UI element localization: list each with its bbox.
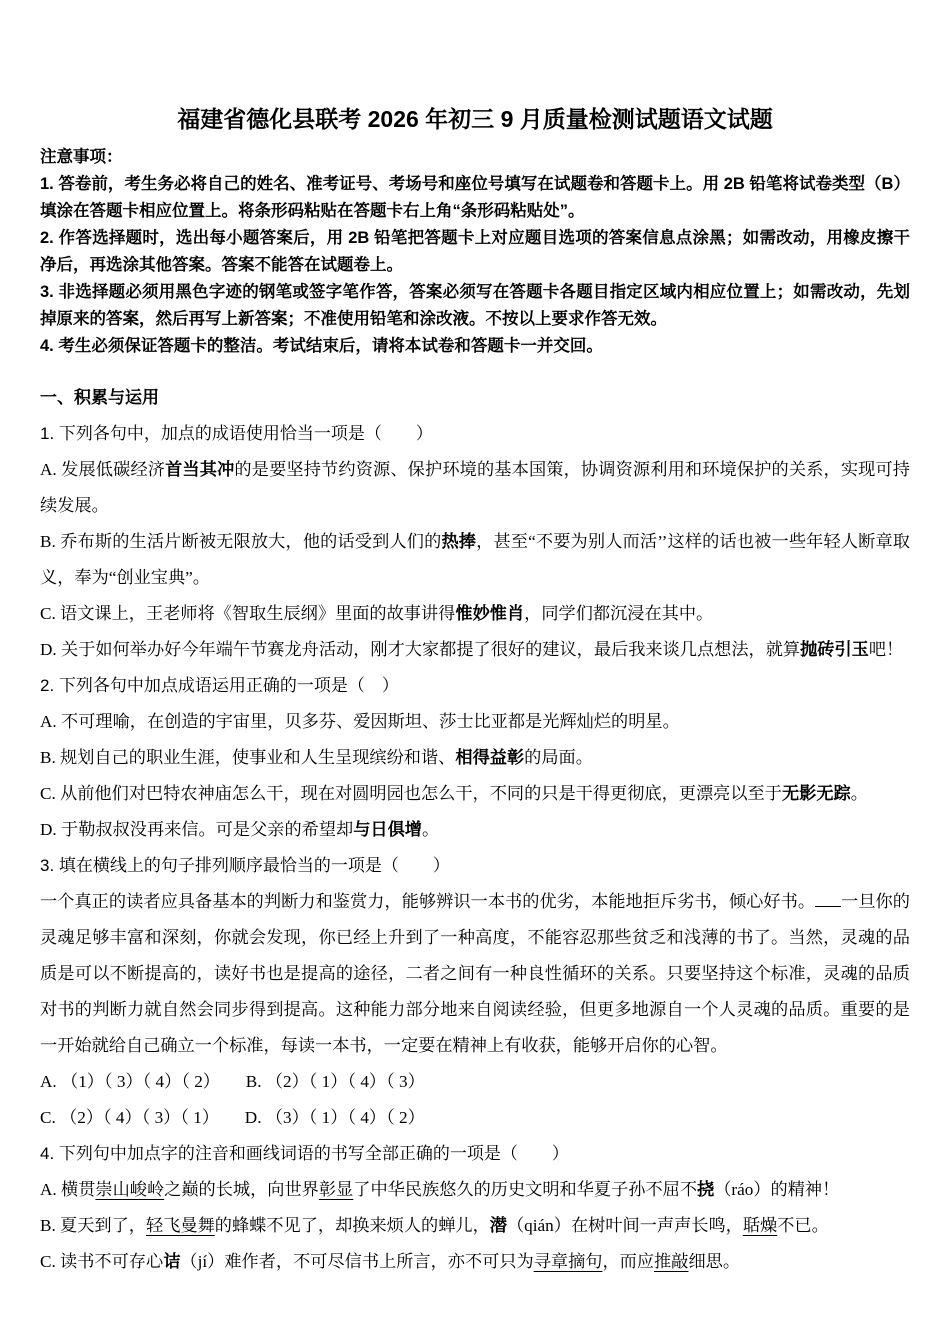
- text-run: 不已。: [777, 1216, 829, 1235]
- notice-heading: 注意事项：: [40, 148, 123, 166]
- notice-section: [40, 144, 910, 360]
- text-run: （jí）难作者，不可尽信书上所言，亦不可只为: [180, 1252, 534, 1271]
- text-run: 。: [421, 820, 440, 839]
- text-run: B. 乔布斯的生活片断被无限放大，他的话受到人们的: [40, 532, 442, 551]
- text-run: C. 读书不可存心: [40, 1252, 164, 1271]
- option-line: [40, 1100, 910, 1136]
- question-block: [40, 1136, 910, 1280]
- text-run: A. （1）（ 3）（ 4）（ 2） B. （2）（ 1）（ 4）（ 3）: [40, 1072, 425, 1091]
- option-line: [40, 740, 910, 776]
- option-line: [40, 1208, 910, 1244]
- text-run: 的局面。: [524, 748, 593, 767]
- underlined-term: 崇山峻岭: [95, 1180, 165, 1199]
- option-line: [40, 524, 910, 596]
- text-run: 一旦你的灵魂足够丰富和深刻，你就会发现，你已经上升到了一种高度，不能容忍那些贫乏和浅薄的书了。当然，灵魂的品质是可以不断提高的，读好书也是提高的途径，二者之间有一种良性循环的关系。只要坚持这个标准，灵魂的品质对书的判断力就自然会同步得到提高。这种能力部分地来自阅读经验，但更多地源自一个人灵魂的品质。重要的是一开始就给自己确立一个标准，每读一本书，一定要在精神上有收获，能够开启你的心智。: [40, 892, 910, 1055]
- underlined-term: 聒燥: [742, 1216, 778, 1235]
- section-heading: 一、积累与运用: [40, 388, 159, 407]
- question-stem: 1. 下列各句中，加点的成语使用恰当一项是（ ）: [40, 424, 433, 443]
- emphasized-term: 首当其冲: [165, 460, 235, 479]
- question-stem: 3. 填在横线上的句子排列顺序最恰当的一项是（ ）: [40, 856, 450, 875]
- option-line: [40, 704, 910, 740]
- option-line: [40, 1172, 910, 1208]
- text-run: （ráo）的精神！: [714, 1180, 840, 1199]
- text-run: D. 关于如何举办好今年端午节赛龙舟活动，刚才大家都提了很好的建议，最后我来谈几点想法，就算: [40, 640, 801, 659]
- option-line: [40, 1244, 910, 1280]
- document-title: 福建省德化县联考 2026 年初三 9 月质量检测试题语文试题: [177, 106, 773, 132]
- underlined-term: 推敲: [654, 1252, 689, 1271]
- option-line: [40, 632, 910, 668]
- question-stem: 4. 下列句中加点字的注音和画线词语的书写全部正确的一项是（ ）: [40, 1144, 569, 1163]
- emphasized-term: 热捧: [441, 532, 477, 551]
- text-run: 。: [850, 784, 868, 803]
- text-run: （qián）在树叶间一声声长鸣，: [506, 1216, 743, 1235]
- emphasized-term: 潜: [489, 1216, 507, 1235]
- emphasized-term: 抛砖引玉: [800, 640, 869, 659]
- passage-text: [40, 884, 910, 1064]
- text-run: ，甚至“不要为别人而活’’这样的话也被一些年轻人断章取义，奉为“创业宝典”。: [40, 532, 910, 587]
- option-line: [40, 1064, 910, 1100]
- notice-item: 3. 非选择题必须用黑色字迹的钢笔或签字笔作答，答案必须写在答题卡各题目指定区域内相应位置上；如需改动，先划掉原来的答案，然后再写上新答案；不准使用铅笔和涂改液。不按以上要求作答无效。: [40, 283, 910, 328]
- text-run: C. 从前他们对巴特农神庙怎么干，现在对圆明园也怎么干，不同的只是干得更彻底，更漂亮以至于: [40, 784, 782, 803]
- fill-in-blank: [815, 891, 841, 907]
- notice-item: 1. 答卷前，考生务必将自己的姓名、准考证号、考场号和座位号填写在试题卷和答题卡上。用 2B 铅笔将试卷类型（B）填涂在答题卡相应位置上。将条形码粘贴在答题卡右上角“条形码粘贴处”。: [40, 175, 910, 220]
- text-run: 了中华民族悠久的历史文明和华夏子孙不屈不: [353, 1180, 698, 1199]
- underlined-term: 寻章摘句: [533, 1252, 603, 1271]
- text-run: 的蜂蝶不见了，却换来烦人的蝉儿，: [214, 1216, 490, 1235]
- underlined-term: 轻飞曼舞: [146, 1216, 215, 1235]
- question-block: [40, 416, 910, 668]
- notice-list: [40, 171, 910, 360]
- emphasized-term: 挠: [697, 1180, 715, 1199]
- emphasized-term: 无影无踪: [781, 784, 851, 803]
- option-line: [40, 812, 910, 848]
- emphasized-term: 相得益彰: [455, 748, 525, 767]
- text-run: B. 规划自己的职业生涯，使事业和人生呈现缤纷和谐、: [40, 748, 456, 767]
- notice-item: 4. 考生必须保证答题卡的整洁。考试结束后，请将本试卷和答题卡一并交回。: [40, 337, 603, 355]
- text-run: C. （2）（ 4）（ 3）（ 1） D. （3）（ 1）（ 4）（ 2）: [40, 1108, 425, 1127]
- text-run: A. 发展低碳经济: [40, 460, 166, 479]
- question-block: [40, 668, 910, 848]
- text-run: 吧！: [868, 640, 904, 659]
- notice-item: 2. 作答选择题时，选出每小题答案后，用 2B 铅笔把答题卡上对应题目选项的答案信息点涂黑；如需改动，用橡皮擦干净后，再选涂其他答案。答案不能答在试题卷上。: [40, 229, 910, 274]
- text-run: ，同学们都沉浸在其中。: [524, 604, 714, 623]
- emphasized-term: 诘: [163, 1252, 181, 1271]
- underlined-term: 彰显: [318, 1180, 354, 1199]
- option-line: [40, 596, 910, 632]
- text-run: 细思。: [688, 1252, 741, 1271]
- text-run: ，而应: [602, 1252, 655, 1271]
- text-run: 一个真正的读者应具备基本的判断力和鉴赏力，能够辨识一本书的优劣，本能地拒斥劣书，倾心好书。: [40, 892, 816, 911]
- question-block: [40, 848, 910, 1136]
- option-line: [40, 776, 910, 812]
- emphasized-term: 与日俱增: [353, 820, 422, 839]
- text-run: 的是要坚持节约资源、保护环境的基本国策，协调资源利用和环境保护的关系，实现可持续发展。: [40, 460, 910, 515]
- question-stem: 2. 下列各句中加点成语运用正确的一项是（ ）: [40, 676, 399, 695]
- option-line: [40, 452, 910, 524]
- text-run: A. 横贯: [40, 1180, 96, 1199]
- text-run: D. 于勒叔叔没再来信。可是父亲的希望却: [40, 820, 354, 839]
- text-run: C. 语文课上，王老师将《智取生辰纲》里面的故事讲得: [40, 604, 456, 623]
- questions-container: [40, 416, 910, 1280]
- emphasized-term: 惟妙惟肖: [455, 604, 525, 623]
- text-run: 之巅的长城，向世界: [164, 1180, 319, 1199]
- text-run: A. 不可理喻，在创造的宇宙里，贝多芬、爱因斯坦、莎士比亚都是光辉灿烂的明星。: [40, 712, 680, 731]
- text-run: B. 夏天到了，: [40, 1216, 146, 1235]
